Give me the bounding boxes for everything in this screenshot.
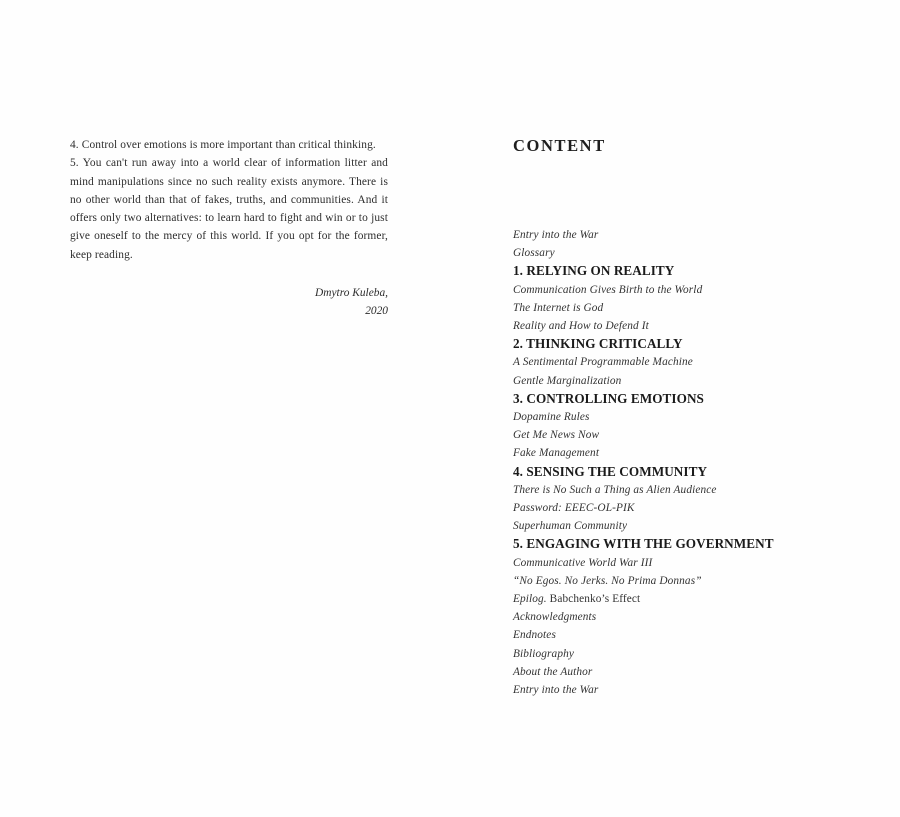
- toc-entry-label: Acknowledgments: [513, 611, 597, 624]
- toc-entry[interactable]: [513, 281, 843, 299]
- left-page-column: [70, 136, 388, 321]
- toc-entry[interactable]: [513, 608, 843, 626]
- toc-entry-label: Superhuman Community: [513, 520, 628, 533]
- toc-chapter[interactable]: [513, 390, 843, 408]
- toc-entry[interactable]: [513, 554, 843, 572]
- toc-entry-label: Reality and How to Defend It: [513, 320, 649, 333]
- toc-entry[interactable]: [513, 663, 843, 681]
- toc-entry-label: Dopamine Rules: [513, 411, 590, 424]
- toc-entry-label: A Sentimental Programmable Machine: [513, 356, 693, 369]
- attribution-year: 2020: [365, 305, 388, 318]
- toc-chapter[interactable]: [513, 335, 843, 353]
- toc-entry-label: 1. RELYING ON REALITY: [513, 263, 675, 279]
- toc-entry[interactable]: [513, 353, 843, 371]
- toc-entry[interactable]: [513, 226, 843, 244]
- toc-entry[interactable]: [513, 299, 843, 317]
- toc-entry-label: Get Me News Now: [513, 429, 600, 442]
- toc-entry[interactable]: [513, 681, 843, 699]
- table-of-contents: [513, 226, 843, 699]
- toc-entry[interactable]: [513, 626, 843, 644]
- toc-entry[interactable]: [513, 590, 843, 608]
- toc-chapter[interactable]: [513, 463, 843, 481]
- toc-entry-label: Entry into the War: [513, 684, 599, 697]
- toc-entry-label: 3. CONTROLLING EMOTIONS: [513, 390, 704, 406]
- toc-entry-label: Glossary: [513, 247, 555, 260]
- toc-entry-label: Password: EEEC-OL-PIK: [513, 502, 635, 515]
- toc-entry-label: There is No Such a Thing as Alien Audience: [513, 483, 717, 496]
- toc-entry-label: Epilog.: [513, 593, 547, 606]
- toc-entry[interactable]: [513, 499, 843, 517]
- toc-entry-label: “No Egos. No Jerks. No Prima Donnas”: [513, 574, 702, 587]
- list-item-5: 5. You can't run away into a world clear of information litter and mind manipulations since no such reality exists anymore. There is no other world than that of fakes, truths, and communities. And it offers only two alternatives: to learn hard to fight and win or to just give oneself to the mercy of this world. If you opt for the former, keep reading.: [70, 157, 388, 261]
- toc-chapter[interactable]: [513, 262, 843, 280]
- attribution-author: Dmytro Kuleba,: [315, 287, 388, 300]
- list-item-4: 4. Control over emotions is more important than critical thinking.: [70, 139, 376, 151]
- attribution-block: [70, 284, 388, 321]
- toc-entry[interactable]: [513, 372, 843, 390]
- toc-entry[interactable]: [513, 572, 843, 590]
- toc-entry[interactable]: [513, 408, 843, 426]
- toc-entry-label: 4. SENSING THE COMMUNITY: [513, 463, 708, 479]
- toc-entry[interactable]: [513, 517, 843, 535]
- toc-entry[interactable]: [513, 444, 843, 462]
- toc-entry-label: Fake Management: [513, 447, 600, 460]
- toc-entry-label: Gentle Marginalization: [513, 374, 622, 387]
- toc-entry-label-tail: Babchenko’s Effect: [546, 593, 641, 606]
- toc-entry-label: Endnotes: [513, 629, 556, 642]
- right-page-column: [513, 136, 843, 697]
- toc-entry-label: Bibliography: [513, 647, 574, 660]
- page-title: CONTENT: [513, 136, 606, 155]
- toc-entry-label: About the Author: [513, 665, 593, 678]
- toc-entry-label: Communicative World War III: [513, 556, 653, 569]
- toc-entry-label: 2. THINKING CRITICALLY: [513, 336, 683, 352]
- toc-entry[interactable]: [513, 244, 843, 262]
- toc-entry-label: Entry into the War: [513, 229, 599, 241]
- toc-entry-label: Communication Gives Birth to the World: [513, 283, 703, 296]
- toc-entry-label: The Internet is God: [513, 301, 604, 314]
- toc-entry[interactable]: [513, 481, 843, 499]
- toc-entry-label: 5. ENGAGING WITH THE GOVERNMENT: [513, 536, 774, 552]
- toc-entry[interactable]: [513, 426, 843, 444]
- toc-entry[interactable]: [513, 645, 843, 663]
- toc-chapter[interactable]: [513, 535, 843, 553]
- toc-entry[interactable]: [513, 317, 843, 335]
